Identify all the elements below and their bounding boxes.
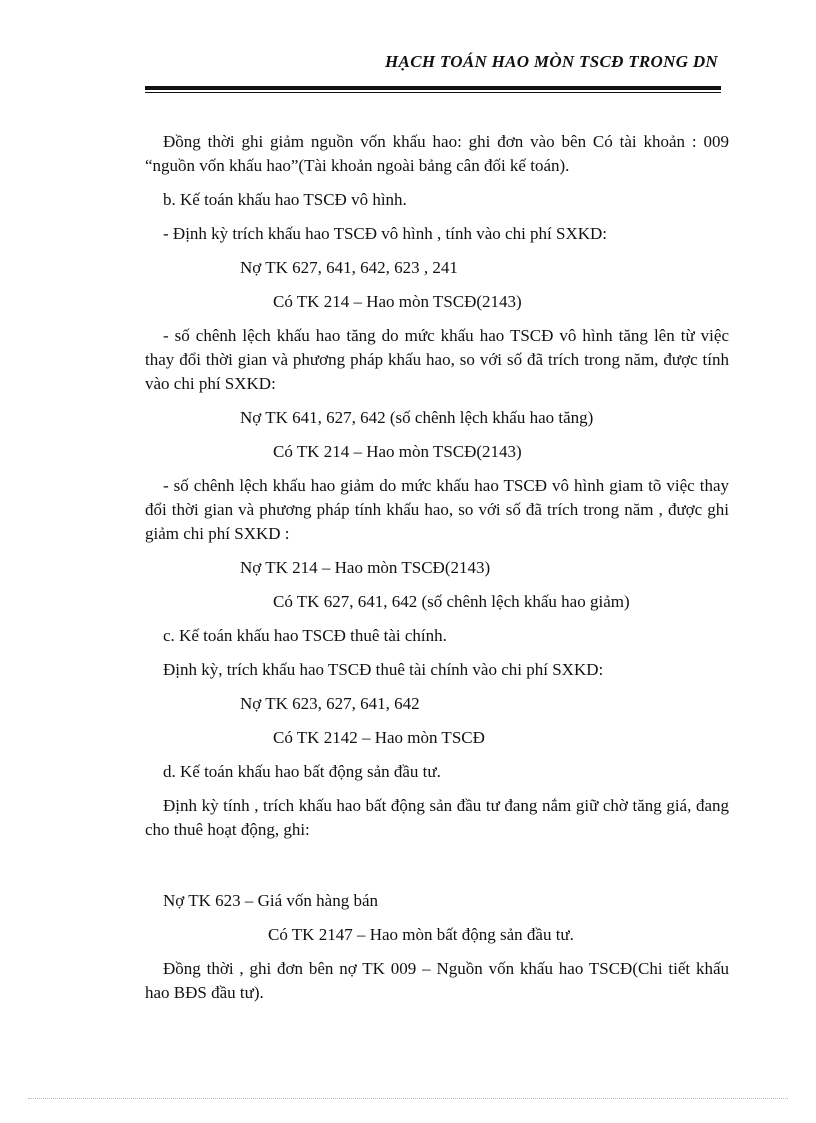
- document-body: [145, 130, 729, 1015]
- page-footer-divider: [28, 1098, 788, 1099]
- entry-credit: Có TK 627, 641, 642 (số chênh lệch khấu hao giảm): [273, 592, 630, 611]
- header-rule-thick: [145, 86, 721, 90]
- entry-debit: Nợ TK 623, 627, 641, 642: [240, 694, 420, 713]
- entry-debit: Nợ TK 627, 641, 642, 623 , 241: [240, 258, 458, 277]
- entry-debit: Nợ TK 214 – Hao mòn TSCĐ(2143): [240, 558, 491, 577]
- section-d-heading: d. Kế toán khấu hao bất động sản đầu tư.: [163, 762, 441, 781]
- entry-credit: Có TK 2147 – Hao mòn bất động sản đầu tư.: [268, 925, 574, 944]
- section-b-heading: b. Kế toán khấu hao TSCĐ vô hình.: [163, 190, 407, 209]
- entry-debit: Nợ TK 623 – Giá vốn hàng bán: [163, 891, 379, 910]
- entry-credit: Có TK 214 – Hao mòn TSCĐ(2143): [273, 292, 522, 311]
- paragraph-decrease: - số chênh lệch khấu hao giảm do mức khấu hao TSCĐ vô hình giam tõ việc thay đổi thời gian và phương pháp tính khấu hao, so với số đã trích trong năm , được ghi giảm chi phí SXKD :: [145, 476, 729, 543]
- blank-gap: [145, 852, 729, 889]
- paragraph-offset-entry-2: Đồng thời , ghi đơn bên nợ TK 009 – Nguồn vốn khấu hao TSCĐ(Chi tiết khấu hao BĐS đầu tư).: [145, 959, 729, 1002]
- page-header-title: HẠCH TOÁN HAO MÒN TSCĐ TRONG DN: [385, 52, 718, 71]
- header-rule-thin: [145, 92, 721, 93]
- entry-debit: Nợ TK 641, 627, 642 (số chênh lệch khấu hao tăng): [240, 408, 594, 427]
- section-b-intro: - Định kỳ trích khấu hao TSCĐ vô hình , tính vào chi phí SXKD:: [163, 224, 608, 243]
- paragraph-investment-property: Định kỳ tính , trích khấu hao bất động sản đầu tư đang nắm giữ chờ tăng giá, đang cho thuê hoạt động, ghi:: [145, 796, 729, 839]
- entry-credit: Có TK 214 – Hao mòn TSCĐ(2143): [273, 442, 522, 461]
- entry-credit: Có TK 2142 – Hao mòn TSCĐ: [273, 728, 485, 747]
- section-c-heading: c. Kế toán khấu hao TSCĐ thuê tài chính.: [163, 626, 447, 645]
- paragraph-offset-entry: Đồng thời ghi giảm nguồn vốn khấu hao: ghi đơn vào bên Có tài khoản : 009 “nguồn vốn khấu hao”(Tài khoản ngoài bảng cân đối kế toán).: [145, 132, 729, 175]
- paragraph-increase: - số chênh lệch khấu hao tăng do mức khấu hao TSCĐ vô hình tăng lên từ việc thay đổi thời gian và phương pháp khấu hao, so với số đã trích trong năm, được tính vào chi phí SXKD:: [145, 326, 729, 393]
- section-c-intro: Định kỳ, trích khấu hao TSCĐ thuê tài chính vào chi phí SXKD:: [163, 660, 604, 679]
